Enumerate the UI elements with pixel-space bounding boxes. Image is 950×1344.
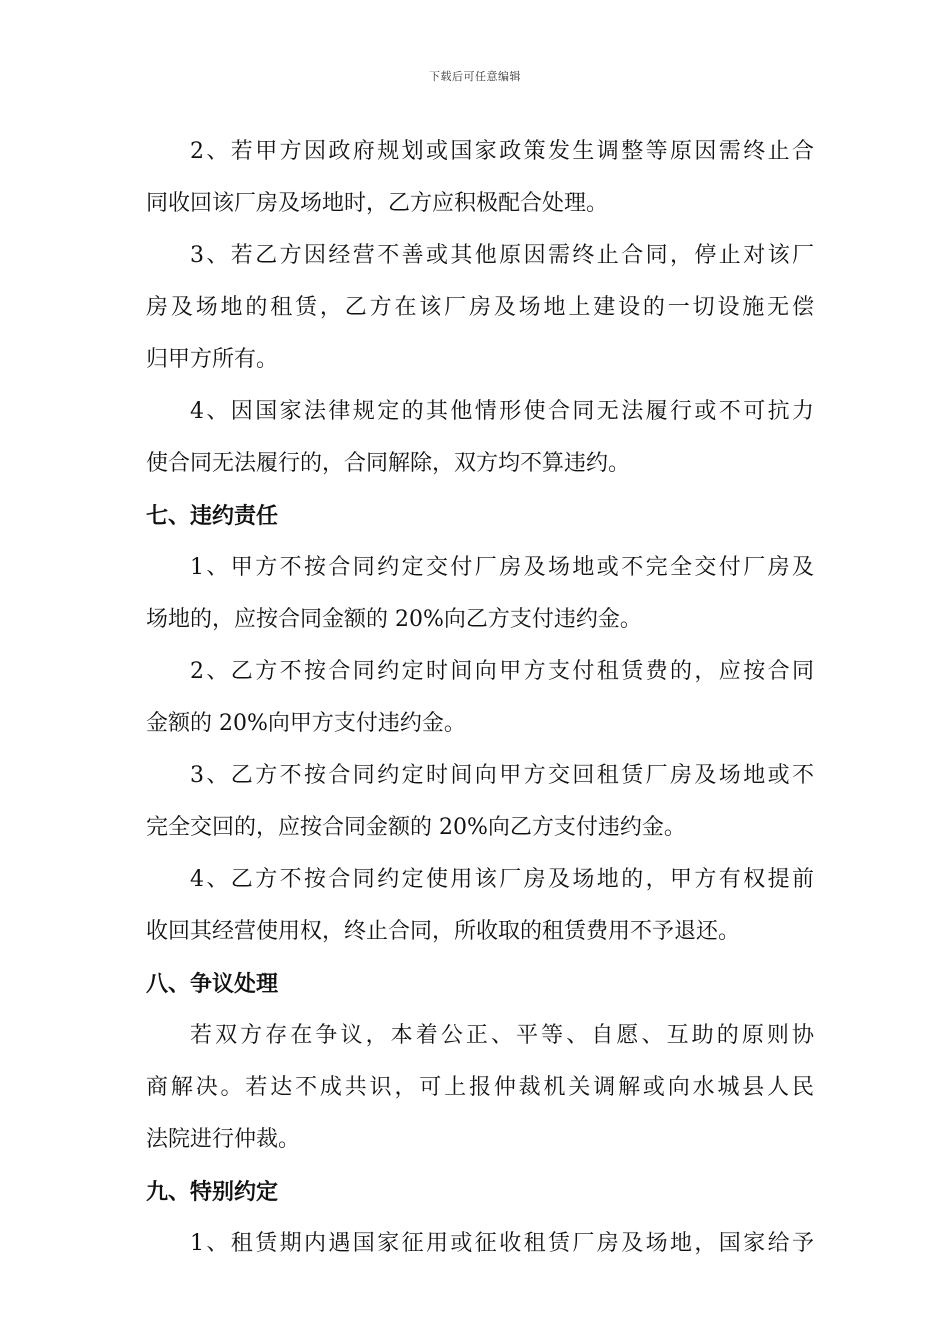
section-heading: 八、争议处理 <box>146 971 279 997</box>
document-body <box>146 126 814 1270</box>
paragraph-line: 法院进行仲裁。 <box>146 1127 301 1152</box>
paragraph-line: 4、因国家法律规定的其他情形使合同无法履行或不可抗力 <box>190 399 814 424</box>
paragraph-line: 2、若甲方因政府规划或国家政策发生调整等原因需终止合 <box>190 139 814 164</box>
paragraph-line: 使合同无法履行的，合同解除，双方均不算违约。 <box>146 451 631 476</box>
paragraph-line: 完全交回的，应按合同金额的 20%向乙方支付违约金。 <box>146 815 686 840</box>
paragraph-line: 2、乙方不按合同约定时间向甲方支付租赁费的，应按合同 <box>190 659 814 684</box>
paragraph-line: 归甲方所有。 <box>146 347 279 372</box>
paragraph-line: 房及场地的租赁，乙方在该厂房及场地上建设的一切设施无偿 <box>146 295 814 320</box>
paragraph-line: 若双方存在争议，本着公正、平等、自愿、互助的原则协 <box>190 1023 814 1048</box>
download-note: 下载后可任意编辑 <box>429 70 521 83</box>
section-heading: 七、违约责任 <box>146 503 279 529</box>
section-heading: 九、特别约定 <box>146 1179 279 1205</box>
paragraph-line: 3、乙方不按合同约定时间向甲方交回租赁厂房及场地或不 <box>190 763 814 788</box>
paragraph-line: 4、乙方不按合同约定使用该厂房及场地的，甲方有权提前 <box>190 867 814 892</box>
paragraph-line: 场地的，应按合同金额的 20%向乙方支付违约金。 <box>146 607 642 632</box>
paragraph-line: 1、甲方不按合同约定交付厂房及场地或不完全交付厂房及 <box>190 555 814 580</box>
paragraph-line: 同收回该厂房及场地时，乙方应积极配合处理。 <box>146 191 609 216</box>
paragraph-line: 商解决。若达不成共识，可上报仲裁机关调解或向水城县人民 <box>146 1075 814 1100</box>
paragraph-line: 收回其经营使用权，终止合同，所收取的租赁费用不予退还。 <box>146 919 741 944</box>
paragraph-line: 1、租赁期内遇国家征用或征收租赁厂房及场地，国家给予 <box>190 1231 814 1256</box>
paragraph-line: 金额的 20%向甲方支付违约金。 <box>146 711 466 736</box>
paragraph-line: 3、若乙方因经营不善或其他原因需终止合同，停止对该厂 <box>190 243 814 268</box>
